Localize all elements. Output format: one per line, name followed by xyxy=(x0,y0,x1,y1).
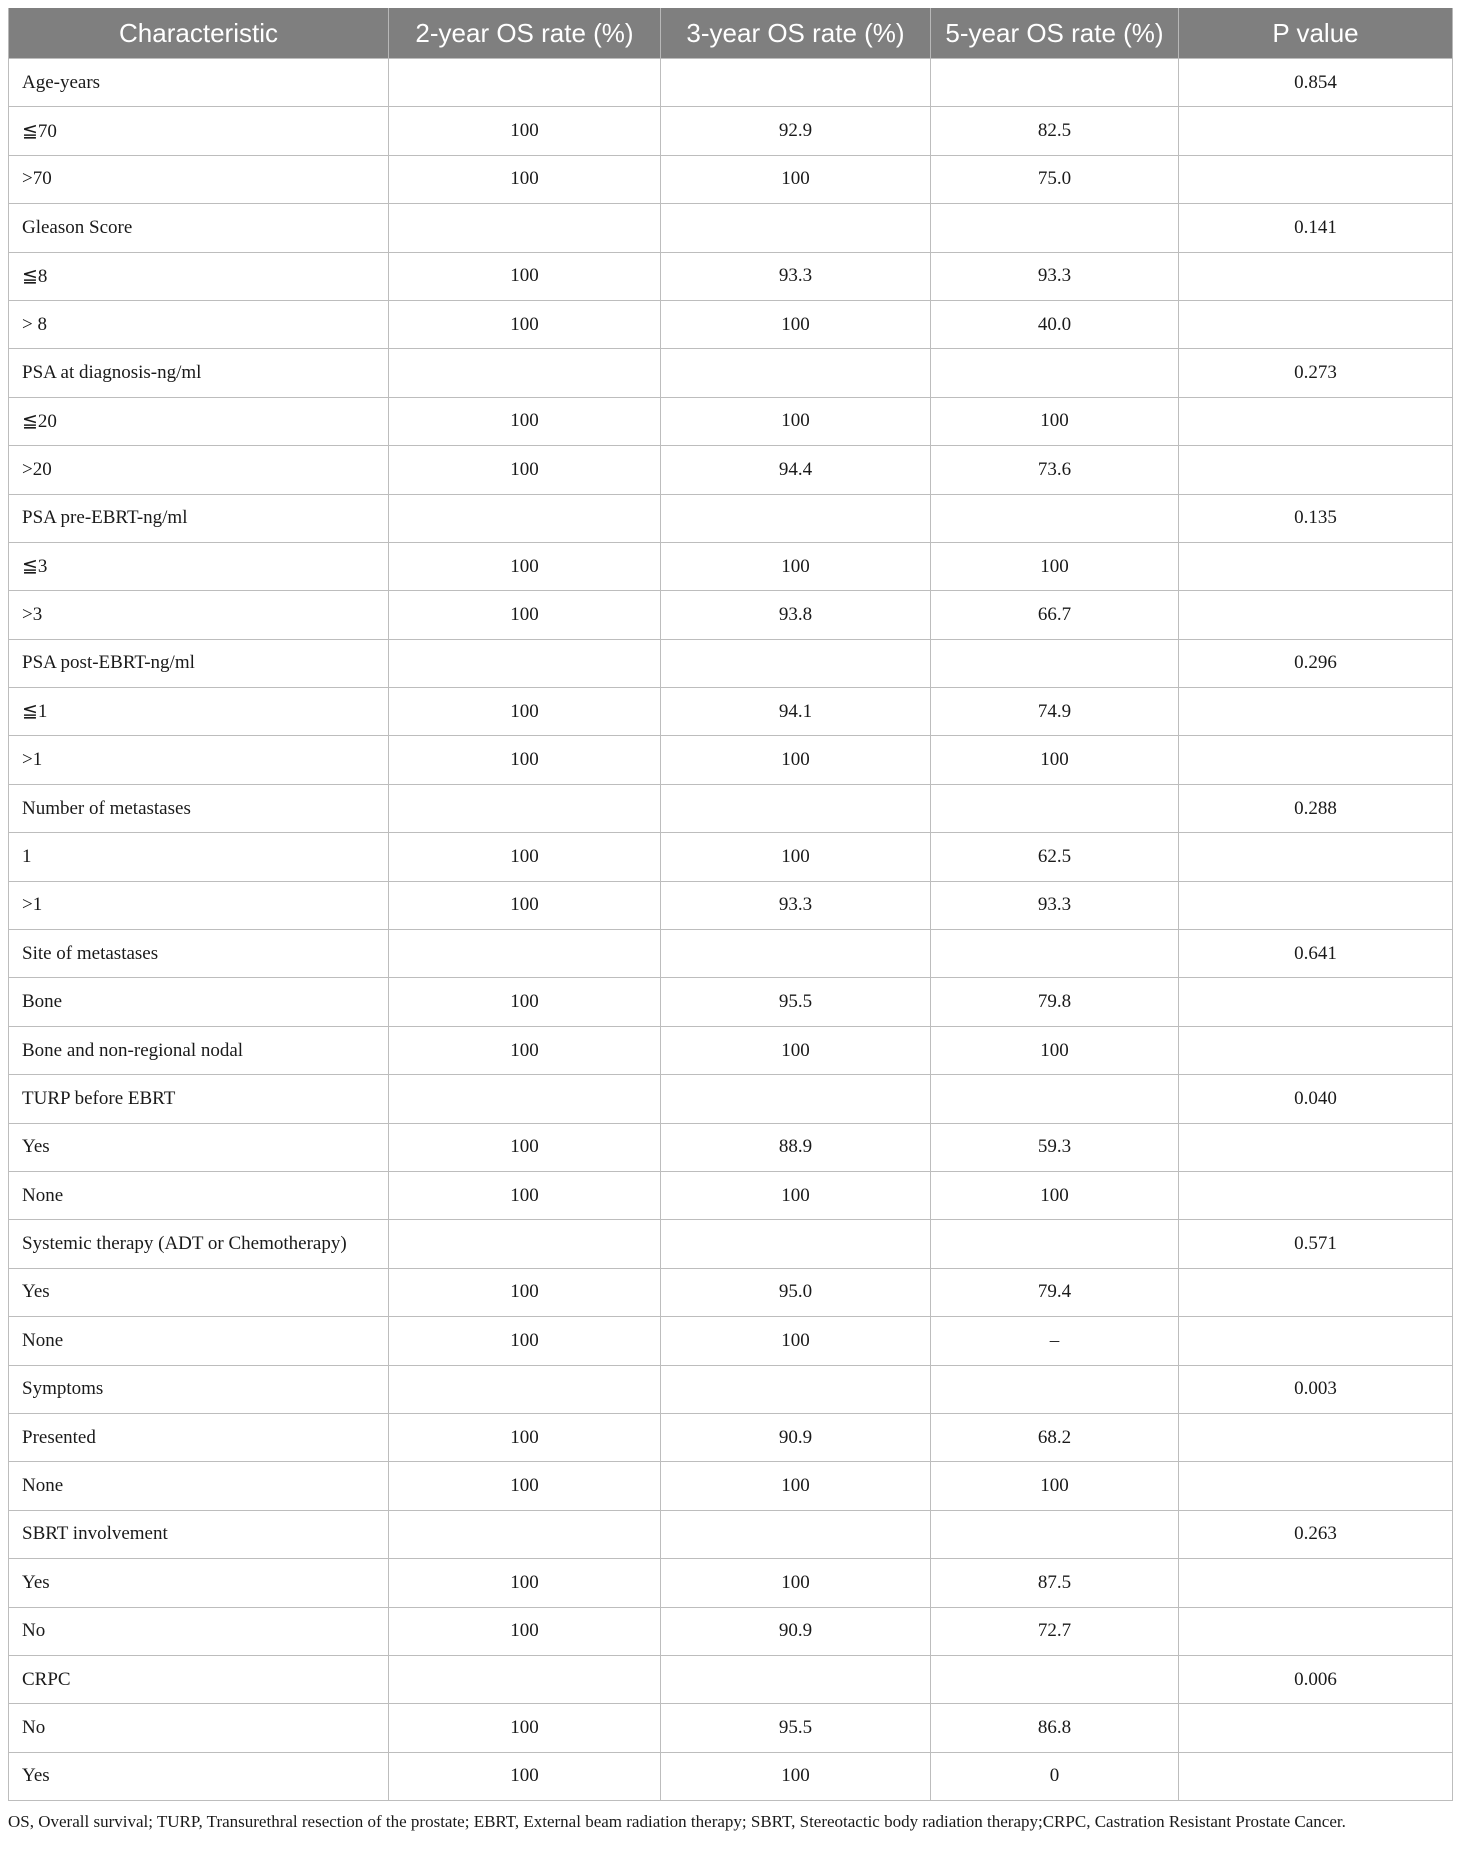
table-row xyxy=(9,1171,1453,1219)
cell-characteristic: Symptoms xyxy=(9,1365,389,1413)
table-row xyxy=(9,1123,1453,1171)
cell-2-year-os: 100 xyxy=(389,1123,661,1171)
cell-characteristic: None xyxy=(9,1317,389,1365)
cell-characteristic: >20 xyxy=(9,446,389,494)
cell-5-year-os: 86.8 xyxy=(931,1704,1179,1752)
cell-3-year-os: 100 xyxy=(661,397,931,445)
table-row xyxy=(9,1704,1453,1752)
cell-2-year-os: 100 xyxy=(389,1607,661,1655)
cell-2-year-os: 100 xyxy=(389,300,661,348)
cell-5-year-os xyxy=(931,1510,1179,1558)
cell-2-year-os: 100 xyxy=(389,446,661,494)
table-container xyxy=(8,8,1452,1834)
table-row xyxy=(9,1317,1453,1365)
cell-p-value: 0.006 xyxy=(1179,1655,1453,1703)
cell-5-year-os: 73.6 xyxy=(931,446,1179,494)
cell-2-year-os: 100 xyxy=(389,1462,661,1510)
cell-3-year-os: 92.9 xyxy=(661,107,931,155)
cell-p-value xyxy=(1179,833,1453,881)
cell-3-year-os: 95.5 xyxy=(661,1704,931,1752)
cell-2-year-os: 100 xyxy=(389,688,661,736)
cell-2-year-os xyxy=(389,784,661,832)
cell-3-year-os xyxy=(661,1220,931,1268)
cell-3-year-os: 100 xyxy=(661,300,931,348)
cell-3-year-os: 93.3 xyxy=(661,881,931,929)
cell-characteristic: ≦8 xyxy=(9,252,389,300)
cell-2-year-os xyxy=(389,1655,661,1703)
cell-3-year-os: 95.5 xyxy=(661,978,931,1026)
cell-characteristic: Site of metastases xyxy=(9,930,389,978)
cell-characteristic: SBRT involvement xyxy=(9,1510,389,1558)
cell-p-value: 0.641 xyxy=(1179,930,1453,978)
table-row xyxy=(9,1413,1453,1461)
cell-2-year-os: 100 xyxy=(389,978,661,1026)
table-row xyxy=(9,446,1453,494)
table-row xyxy=(9,252,1453,300)
cell-characteristic: ≦70 xyxy=(9,107,389,155)
cell-2-year-os: 100 xyxy=(389,397,661,445)
cell-characteristic: Systemic therapy (ADT or Chemotherapy) xyxy=(9,1220,389,1268)
cell-characteristic: ≦3 xyxy=(9,542,389,590)
cell-p-value: 0.040 xyxy=(1179,1075,1453,1123)
cell-5-year-os: 82.5 xyxy=(931,107,1179,155)
cell-p-value xyxy=(1179,1123,1453,1171)
cell-3-year-os: 100 xyxy=(661,1317,931,1365)
cell-5-year-os xyxy=(931,784,1179,832)
cell-3-year-os: 94.4 xyxy=(661,446,931,494)
cell-3-year-os: 100 xyxy=(661,155,931,203)
cell-p-value xyxy=(1179,542,1453,590)
cell-p-value xyxy=(1179,591,1453,639)
cell-p-value xyxy=(1179,300,1453,348)
cell-2-year-os xyxy=(389,1075,661,1123)
cell-5-year-os: 100 xyxy=(931,1026,1179,1074)
cell-p-value: 0.296 xyxy=(1179,639,1453,687)
cell-5-year-os xyxy=(931,639,1179,687)
cell-3-year-os xyxy=(661,349,931,397)
cell-3-year-os: 95.0 xyxy=(661,1268,931,1316)
cell-characteristic: PSA pre-EBRT-ng/ml xyxy=(9,494,389,542)
cell-characteristic: PSA at diagnosis-ng/ml xyxy=(9,349,389,397)
cell-3-year-os xyxy=(661,1075,931,1123)
cell-p-value xyxy=(1179,978,1453,1026)
cell-3-year-os: 90.9 xyxy=(661,1413,931,1461)
cell-characteristic: > 8 xyxy=(9,300,389,348)
cell-3-year-os xyxy=(661,639,931,687)
table-row xyxy=(9,204,1453,252)
cell-p-value xyxy=(1179,1704,1453,1752)
cell-5-year-os: 100 xyxy=(931,1171,1179,1219)
cell-5-year-os xyxy=(931,494,1179,542)
cell-characteristic: Gleason Score xyxy=(9,204,389,252)
cell-characteristic: Yes xyxy=(9,1752,389,1800)
table-row xyxy=(9,1365,1453,1413)
cell-2-year-os xyxy=(389,1220,661,1268)
cell-5-year-os xyxy=(931,1220,1179,1268)
cell-5-year-os: 87.5 xyxy=(931,1559,1179,1607)
cell-p-value xyxy=(1179,1317,1453,1365)
cell-3-year-os: 100 xyxy=(661,542,931,590)
cell-p-value: 0.571 xyxy=(1179,1220,1453,1268)
header-p-value: P value xyxy=(1179,8,1453,59)
cell-p-value xyxy=(1179,446,1453,494)
cell-p-value xyxy=(1179,1607,1453,1655)
cell-2-year-os: 100 xyxy=(389,1317,661,1365)
cell-2-year-os: 100 xyxy=(389,881,661,929)
cell-2-year-os: 100 xyxy=(389,833,661,881)
header-3-year-os: 3-year OS rate (%) xyxy=(661,8,931,59)
header-5-year-os: 5-year OS rate (%) xyxy=(931,8,1179,59)
table-row xyxy=(9,107,1453,155)
cell-3-year-os: 100 xyxy=(661,833,931,881)
cell-p-value xyxy=(1179,736,1453,784)
cell-2-year-os: 100 xyxy=(389,1171,661,1219)
cell-2-year-os: 100 xyxy=(389,107,661,155)
cell-3-year-os xyxy=(661,930,931,978)
table-row xyxy=(9,881,1453,929)
cell-2-year-os xyxy=(389,59,661,107)
cell-2-year-os: 100 xyxy=(389,1752,661,1800)
cell-3-year-os: 88.9 xyxy=(661,1123,931,1171)
table-row xyxy=(9,1607,1453,1655)
header-row xyxy=(9,8,1453,59)
cell-2-year-os: 100 xyxy=(389,155,661,203)
cell-5-year-os: 74.9 xyxy=(931,688,1179,736)
cell-2-year-os xyxy=(389,494,661,542)
cell-5-year-os xyxy=(931,1365,1179,1413)
cell-p-value: 0.263 xyxy=(1179,1510,1453,1558)
table-row xyxy=(9,300,1453,348)
cell-2-year-os xyxy=(389,1510,661,1558)
cell-5-year-os: 100 xyxy=(931,542,1179,590)
cell-characteristic: >1 xyxy=(9,881,389,929)
cell-2-year-os: 100 xyxy=(389,1704,661,1752)
cell-5-year-os xyxy=(931,930,1179,978)
cell-5-year-os: 66.7 xyxy=(931,591,1179,639)
table-row xyxy=(9,1462,1453,1510)
cell-p-value xyxy=(1179,1559,1453,1607)
table-row xyxy=(9,1075,1453,1123)
cell-p-value: 0.273 xyxy=(1179,349,1453,397)
cell-characteristic: No xyxy=(9,1607,389,1655)
cell-characteristic: >70 xyxy=(9,155,389,203)
cell-2-year-os xyxy=(389,1365,661,1413)
cell-5-year-os: 0 xyxy=(931,1752,1179,1800)
cell-2-year-os: 100 xyxy=(389,542,661,590)
cell-p-value: 0.135 xyxy=(1179,494,1453,542)
cell-3-year-os xyxy=(661,59,931,107)
cell-3-year-os: 100 xyxy=(661,1462,931,1510)
cell-characteristic: No xyxy=(9,1704,389,1752)
cell-3-year-os xyxy=(661,784,931,832)
cell-3-year-os: 93.3 xyxy=(661,252,931,300)
table-row xyxy=(9,833,1453,881)
cell-characteristic: Number of metastases xyxy=(9,784,389,832)
cell-5-year-os: 100 xyxy=(931,397,1179,445)
table-row xyxy=(9,155,1453,203)
cell-characteristic: None xyxy=(9,1462,389,1510)
cell-5-year-os xyxy=(931,349,1179,397)
cell-3-year-os: 100 xyxy=(661,1171,931,1219)
cell-characteristic: Bone xyxy=(9,978,389,1026)
cell-characteristic: Yes xyxy=(9,1559,389,1607)
cell-3-year-os xyxy=(661,204,931,252)
cell-2-year-os: 100 xyxy=(389,1268,661,1316)
cell-characteristic: 1 xyxy=(9,833,389,881)
cell-5-year-os: 40.0 xyxy=(931,300,1179,348)
cell-5-year-os: 93.3 xyxy=(931,881,1179,929)
table-row xyxy=(9,784,1453,832)
cell-characteristic: Yes xyxy=(9,1123,389,1171)
table-row xyxy=(9,688,1453,736)
cell-p-value xyxy=(1179,1752,1453,1800)
table-row xyxy=(9,1752,1453,1800)
table-row xyxy=(9,639,1453,687)
cell-2-year-os: 100 xyxy=(389,736,661,784)
cell-2-year-os xyxy=(389,639,661,687)
table-row xyxy=(9,59,1453,107)
table-row xyxy=(9,542,1453,590)
table-row xyxy=(9,349,1453,397)
table-row xyxy=(9,591,1453,639)
cell-p-value: 0.288 xyxy=(1179,784,1453,832)
table-row xyxy=(9,1510,1453,1558)
table-row xyxy=(9,930,1453,978)
cell-5-year-os: 100 xyxy=(931,1462,1179,1510)
cell-5-year-os: 75.0 xyxy=(931,155,1179,203)
cell-p-value xyxy=(1179,1462,1453,1510)
cell-p-value: 0.003 xyxy=(1179,1365,1453,1413)
cell-2-year-os xyxy=(389,349,661,397)
cell-p-value xyxy=(1179,252,1453,300)
cell-3-year-os: 93.8 xyxy=(661,591,931,639)
cell-3-year-os: 100 xyxy=(661,1559,931,1607)
cell-characteristic: Presented xyxy=(9,1413,389,1461)
cell-p-value xyxy=(1179,1413,1453,1461)
table-row xyxy=(9,1655,1453,1703)
cell-3-year-os: 100 xyxy=(661,1026,931,1074)
cell-p-value: 0.141 xyxy=(1179,204,1453,252)
cell-2-year-os: 100 xyxy=(389,1026,661,1074)
table-row xyxy=(9,736,1453,784)
cell-5-year-os xyxy=(931,204,1179,252)
cell-2-year-os: 100 xyxy=(389,1559,661,1607)
cell-5-year-os: 59.3 xyxy=(931,1123,1179,1171)
table-row xyxy=(9,978,1453,1026)
cell-5-year-os: 62.5 xyxy=(931,833,1179,881)
cell-3-year-os xyxy=(661,1365,931,1413)
cell-characteristic: Bone and non-regional nodal xyxy=(9,1026,389,1074)
cell-3-year-os xyxy=(661,494,931,542)
cell-characteristic: Age-years xyxy=(9,59,389,107)
cell-5-year-os: 79.8 xyxy=(931,978,1179,1026)
table-row xyxy=(9,1268,1453,1316)
cell-3-year-os xyxy=(661,1510,931,1558)
cell-p-value xyxy=(1179,397,1453,445)
cell-5-year-os: – xyxy=(931,1317,1179,1365)
cell-2-year-os: 100 xyxy=(389,591,661,639)
cell-5-year-os: 72.7 xyxy=(931,1607,1179,1655)
cell-5-year-os: 68.2 xyxy=(931,1413,1179,1461)
cell-p-value xyxy=(1179,1026,1453,1074)
table-row xyxy=(9,494,1453,542)
table-row xyxy=(9,1559,1453,1607)
header-2-year-os: 2-year OS rate (%) xyxy=(389,8,661,59)
cell-p-value xyxy=(1179,881,1453,929)
cell-characteristic: ≦1 xyxy=(9,688,389,736)
cell-3-year-os: 94.1 xyxy=(661,688,931,736)
table-body xyxy=(9,59,1453,1801)
table-footnote: OS, Overall survival; TURP, Transurethral resection of the prostate; EBRT, External beam radiation therapy; SBRT, Stereotactic body radiation therapy;CRPC, Castration Resistant Prostate Cancer. xyxy=(8,1812,1346,1832)
cell-3-year-os: 100 xyxy=(661,1752,931,1800)
cell-5-year-os: 93.3 xyxy=(931,252,1179,300)
cell-3-year-os: 90.9 xyxy=(661,1607,931,1655)
table-row xyxy=(9,1026,1453,1074)
cell-characteristic: CRPC xyxy=(9,1655,389,1703)
cell-2-year-os: 100 xyxy=(389,1413,661,1461)
cell-p-value xyxy=(1179,155,1453,203)
cell-3-year-os xyxy=(661,1655,931,1703)
cell-3-year-os: 100 xyxy=(661,736,931,784)
table-header xyxy=(9,8,1453,59)
cell-2-year-os xyxy=(389,204,661,252)
cell-2-year-os: 100 xyxy=(389,252,661,300)
cell-characteristic: Yes xyxy=(9,1268,389,1316)
cell-2-year-os xyxy=(389,930,661,978)
cell-p-value xyxy=(1179,107,1453,155)
cell-characteristic: TURP before EBRT xyxy=(9,1075,389,1123)
os-rate-table xyxy=(8,8,1453,1801)
cell-5-year-os xyxy=(931,1655,1179,1703)
cell-5-year-os xyxy=(931,1075,1179,1123)
cell-p-value: 0.854 xyxy=(1179,59,1453,107)
cell-p-value xyxy=(1179,688,1453,736)
table-row xyxy=(9,1220,1453,1268)
cell-characteristic: PSA post-EBRT-ng/ml xyxy=(9,639,389,687)
cell-characteristic: ≦20 xyxy=(9,397,389,445)
cell-characteristic: >3 xyxy=(9,591,389,639)
cell-p-value xyxy=(1179,1171,1453,1219)
header-characteristic: Characteristic xyxy=(9,8,389,59)
cell-5-year-os: 79.4 xyxy=(931,1268,1179,1316)
table-row xyxy=(9,397,1453,445)
cell-5-year-os xyxy=(931,59,1179,107)
cell-characteristic: >1 xyxy=(9,736,389,784)
cell-p-value xyxy=(1179,1268,1453,1316)
cell-characteristic: None xyxy=(9,1171,389,1219)
cell-5-year-os: 100 xyxy=(931,736,1179,784)
